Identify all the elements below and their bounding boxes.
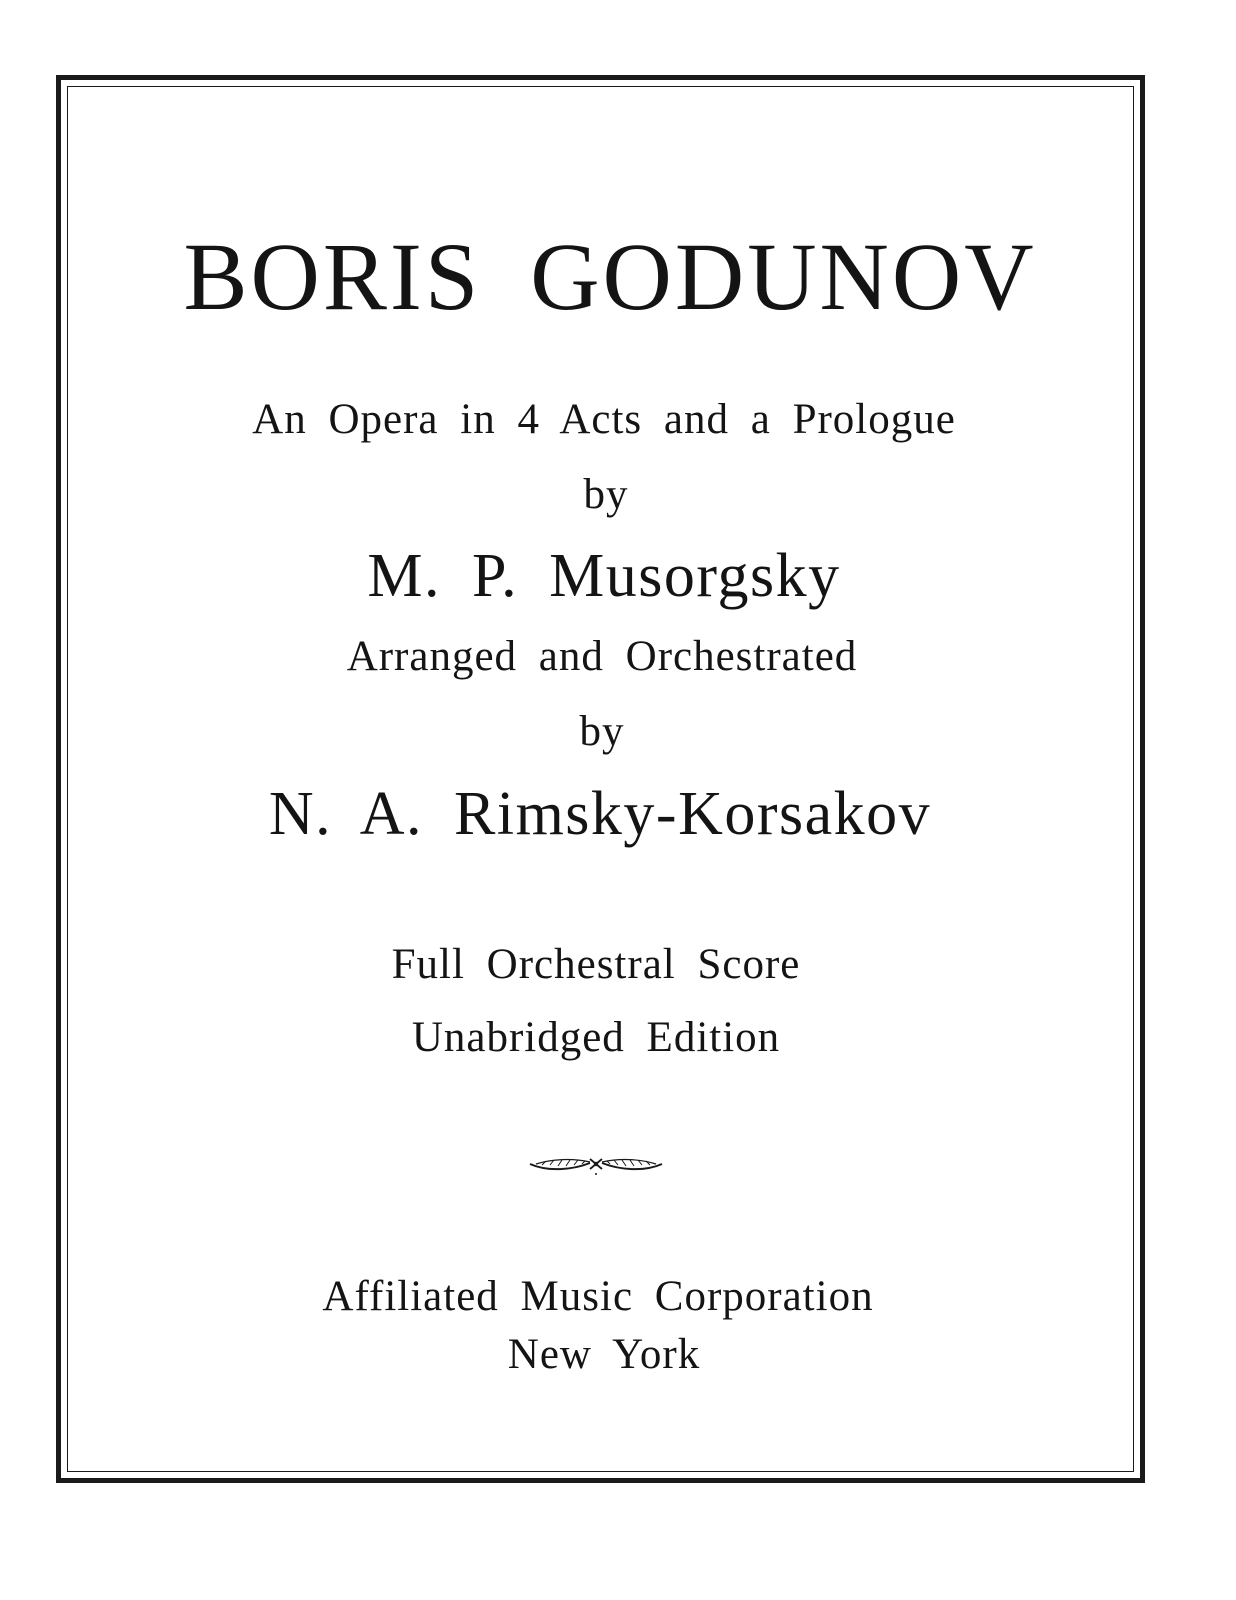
edition-label: Unabridged Edition: [411, 1014, 781, 1061]
opera-subtitle: An Opera in 4 Acts and a Prologue: [252, 396, 956, 443]
feather-flourish-ornament-icon: [528, 1150, 664, 1178]
publisher-city: New York: [507, 1331, 701, 1378]
score-type: Full Orchestral Score: [391, 941, 801, 988]
by-label-composer: by: [583, 471, 629, 518]
arranged-orchestrated-label: Arranged and Orchestrated: [346, 633, 858, 680]
publisher-name: Affiliated Music Corporation: [322, 1273, 874, 1320]
opera-title: BORIS GODUNOV: [183, 223, 1037, 330]
by-label-arranger: by: [579, 708, 625, 755]
composer-name: M. P. Musorgsky: [367, 542, 841, 610]
arranger-name: N. A. Rimsky-Korsakov: [268, 780, 932, 848]
